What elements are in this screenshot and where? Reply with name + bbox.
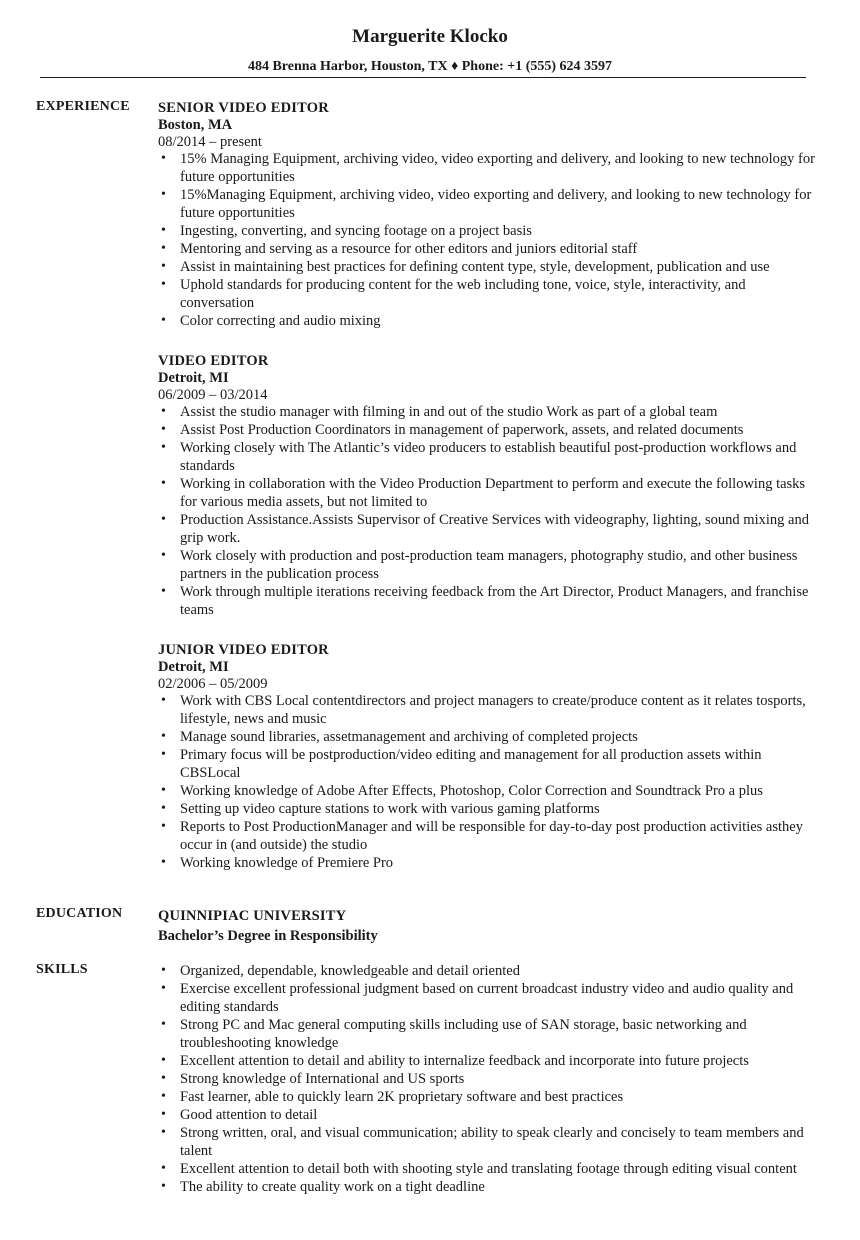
- bullet-item: [158, 276, 818, 312]
- job-dates: 08/2014 – present: [158, 134, 262, 150]
- bullet-icon: •: [161, 1161, 166, 1176]
- education-degree: Bachelor’s Degree in Responsibility: [158, 928, 378, 944]
- bullet-icon: •: [161, 1089, 166, 1104]
- bullet-item: [158, 403, 818, 421]
- job-location: Detroit, MI: [158, 659, 229, 675]
- bullet-text: Work with CBS Local contentdirectors and project managers to create/produce content as it relates tosports, lifestyle, news and music: [180, 693, 806, 727]
- bullet-icon: •: [161, 693, 166, 708]
- bullet-text: Good attention to detail: [180, 1107, 318, 1123]
- bullet-text: Production Assistance.Assists Supervisor of Creative Services with videography, lighting, sound mixing and grip work.: [180, 512, 809, 546]
- bullet-item: [158, 1016, 818, 1052]
- bullet-item: [158, 186, 818, 222]
- bullet-icon: •: [161, 1179, 166, 1194]
- bullet-text: Exercise excellent professional judgment based on current broadcast industry video and audio quality and editing standards: [180, 981, 794, 1015]
- job-title: VIDEO EDITOR: [158, 353, 269, 369]
- bullet-item: [158, 475, 818, 511]
- experience-heading: EXPERIENCE: [36, 99, 130, 114]
- job-bullets: [158, 403, 818, 619]
- bullet-icon: •: [161, 187, 166, 202]
- bullet-item: [158, 980, 818, 1016]
- bullet-text: 15% Managing Equipment, archiving video, video exporting and delivery, and looking to new technology for future opportunities: [180, 151, 815, 185]
- bullet-icon: •: [161, 313, 166, 328]
- bullet-icon: •: [161, 981, 166, 996]
- bullet-icon: •: [161, 801, 166, 816]
- bullet-item: [158, 1052, 818, 1070]
- bullet-icon: •: [161, 440, 166, 455]
- bullet-item: [158, 1178, 818, 1196]
- job-entry: [158, 99, 818, 330]
- bullet-icon: •: [161, 259, 166, 274]
- job-location: Boston, MA: [158, 117, 233, 133]
- bullet-item: [158, 692, 818, 728]
- job-title: SENIOR VIDEO EDITOR: [158, 100, 329, 116]
- bullet-item: [158, 818, 818, 854]
- bullet-item: [158, 421, 818, 439]
- job-dates: 02/2006 – 05/2009: [158, 676, 268, 692]
- skills-list: [158, 962, 818, 1196]
- bullet-text: Reports to Post ProductionManager and will be responsible for day-to-day post production activities asthey occur in (and outside) the studio: [180, 819, 803, 853]
- bullet-text: Work through multiple iterations receiving feedback from the Art Director, Product Managers, and franchise teams: [180, 584, 809, 618]
- bullet-item: [158, 583, 818, 619]
- bullet-text: Strong PC and Mac general computing skills including use of SAN storage, basic networking and troubleshooting knowledge: [180, 1017, 747, 1051]
- bullet-icon: •: [161, 223, 166, 238]
- resume-name: Marguerite Klocko: [352, 26, 508, 47]
- bullet-text: Mentoring and serving as a resource for other editors and juniors editorial staff: [180, 241, 638, 257]
- bullet-item: [158, 511, 818, 547]
- bullet-item: [158, 962, 818, 980]
- bullet-text: Ingesting, converting, and syncing footage on a project basis: [180, 223, 532, 239]
- education-entry: [158, 906, 818, 946]
- job-bullets: [158, 150, 818, 330]
- bullet-item: [158, 1124, 818, 1160]
- bullet-icon: •: [161, 1125, 166, 1140]
- skills-list-container: [158, 962, 818, 1196]
- bullet-icon: •: [161, 747, 166, 762]
- bullet-icon: •: [161, 476, 166, 491]
- bullet-item: [158, 746, 818, 782]
- bullet-text: Strong knowledge of International and US sports: [180, 1071, 465, 1087]
- bullet-item: [158, 439, 818, 475]
- bullet-icon: •: [161, 512, 166, 527]
- bullet-item: [158, 1088, 818, 1106]
- bullet-text: 15%Managing Equipment, archiving video, video exporting and delivery, and looking to new technology for future opportunities: [180, 187, 812, 221]
- bullet-icon: •: [161, 729, 166, 744]
- bullet-text: Fast learner, able to quickly learn 2K proprietary software and best practices: [180, 1089, 624, 1105]
- bullet-text: Strong written, oral, and visual communication; ability to speak clearly and concisely to team members and talent: [180, 1125, 804, 1159]
- bullet-text: Working knowledge of Premiere Pro: [180, 855, 394, 871]
- bullet-text: Working closely with The Atlantic’s video producers to establish beautiful post-production workflows and standards: [180, 440, 797, 474]
- bullet-item: [158, 547, 818, 583]
- bullet-item: [158, 854, 818, 872]
- bullet-text: Primary focus will be postproduction/video editing and management for all production assets within CBSLocal: [180, 747, 762, 781]
- job-entry: [158, 352, 818, 619]
- bullet-icon: •: [161, 963, 166, 978]
- bullet-icon: •: [161, 422, 166, 437]
- bullet-icon: •: [161, 1107, 166, 1122]
- bullet-icon: •: [161, 855, 166, 870]
- bullet-icon: •: [161, 151, 166, 166]
- bullet-icon: •: [161, 277, 166, 292]
- bullet-text: Excellent attention to detail and ability to internalize feedback and incorporate into future projects: [180, 1053, 749, 1069]
- bullet-item: [158, 1106, 818, 1124]
- bullet-item: [158, 728, 818, 746]
- bullet-text: Working knowledge of Adobe After Effects, Photoshop, Color Correction and Soundtrack Pro a plus: [180, 783, 763, 799]
- bullet-item: [158, 258, 818, 276]
- job-dates: 06/2009 – 03/2014: [158, 387, 268, 403]
- bullet-text: Manage sound libraries, assetmanagement and archiving of completed projects: [180, 729, 638, 745]
- bullet-item: [158, 150, 818, 186]
- job-location: Detroit, MI: [158, 370, 229, 386]
- job-entry: [158, 641, 818, 872]
- education-school: QUINNIPIAC UNIVERSITY: [158, 908, 347, 924]
- bullet-icon: •: [161, 1017, 166, 1032]
- bullet-icon: •: [161, 783, 166, 798]
- education-heading: EDUCATION: [36, 906, 123, 921]
- bullet-icon: •: [161, 819, 166, 834]
- bullet-icon: •: [161, 548, 166, 563]
- bullet-text: Assist the studio manager with filming in and out of the studio Work as part of a global team: [180, 404, 718, 420]
- bullet-icon: •: [161, 1071, 166, 1086]
- bullet-item: [158, 782, 818, 800]
- bullet-text: Working in collaboration with the Video Production Department to perform and execute the following tasks for various media assets, but not limited to: [180, 476, 806, 510]
- bullet-text: Excellent attention to detail both with shooting style and translating footage through editing visual content: [180, 1161, 797, 1177]
- bullet-text: Organized, dependable, knowledgeable and detail oriented: [180, 963, 520, 979]
- bullet-text: Uphold standards for producing content for the web including tone, voice, style, interactivity, and conversation: [180, 277, 746, 311]
- bullet-item: [158, 1070, 818, 1088]
- bullet-text: Work closely with production and post-production team managers, photography studio, and other business partners in the publication process: [180, 548, 798, 582]
- bullet-item: [158, 222, 818, 240]
- bullet-item: [158, 1160, 818, 1178]
- job-title: JUNIOR VIDEO EDITOR: [158, 642, 329, 658]
- job-bullets: [158, 692, 818, 872]
- bullet-text: The ability to create quality work on a tight deadline: [180, 1179, 485, 1195]
- bullet-icon: •: [161, 584, 166, 599]
- bullet-icon: •: [161, 404, 166, 419]
- bullet-text: Assist Post Production Coordinators in management of paperwork, assets, and related documents: [180, 422, 744, 438]
- bullet-item: [158, 312, 818, 330]
- experience-list: [158, 99, 818, 894]
- bullet-text: Color correcting and audio mixing: [180, 313, 381, 329]
- header-divider: [40, 77, 806, 78]
- bullet-icon: •: [161, 241, 166, 256]
- bullet-item: [158, 240, 818, 258]
- bullet-text: Assist in maintaining best practices for defining content type, style, development, publication and use: [180, 259, 770, 275]
- skills-heading: SKILLS: [36, 962, 88, 977]
- bullet-icon: •: [161, 1053, 166, 1068]
- contact-line: 484 Brenna Harbor, Houston, TX ♦ Phone: +1 (555) 624 3597: [247, 59, 613, 74]
- bullet-item: [158, 800, 818, 818]
- bullet-text: Setting up video capture stations to work with various gaming platforms: [180, 801, 600, 817]
